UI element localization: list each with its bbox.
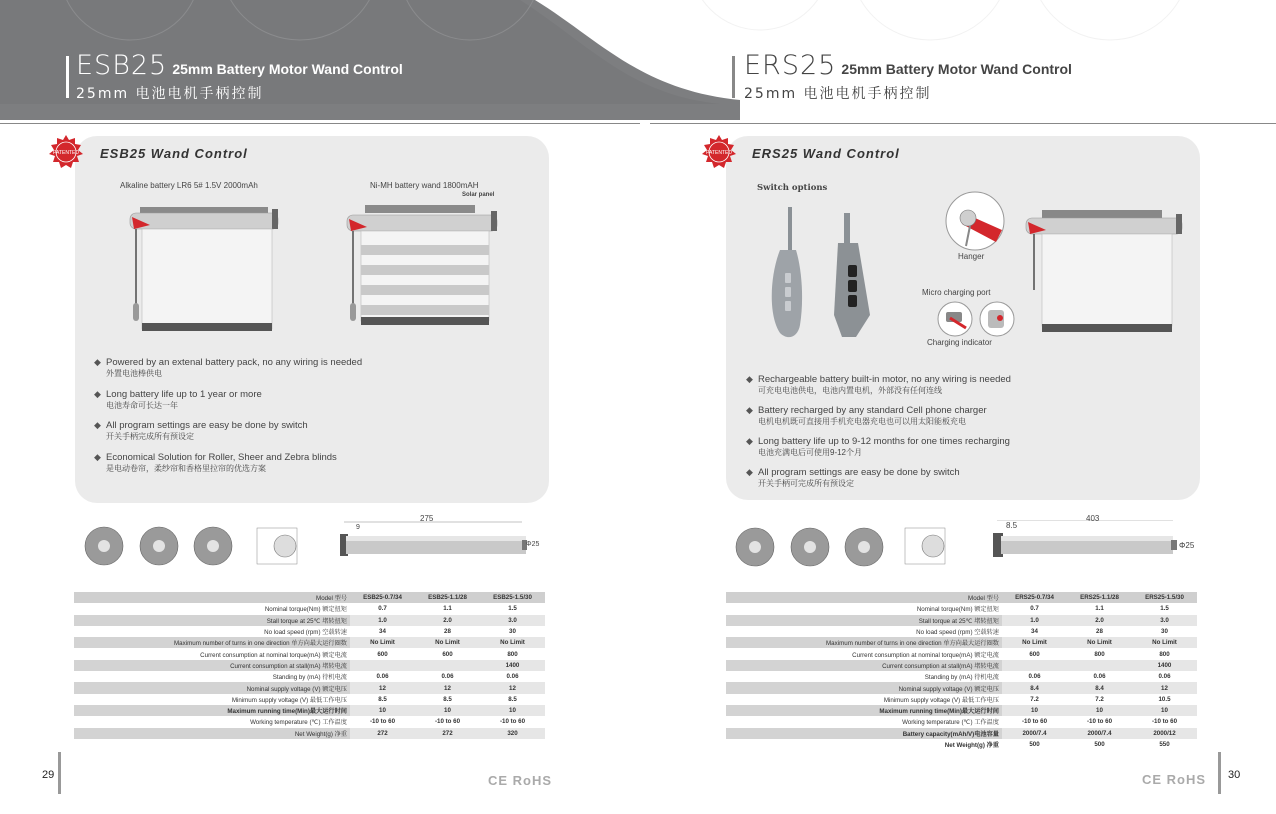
left-header bbox=[76, 50, 403, 81]
feature-bullet: ◆ All program settings are easy be done by switch 开关手柄完成所有预设定 bbox=[94, 420, 308, 441]
wand-caption: Ni-MH battery wand 1800mAH bbox=[370, 181, 479, 190]
model-code: ERS25 bbox=[744, 50, 837, 81]
charging-port-illustration bbox=[936, 300, 1016, 338]
page-number-bar bbox=[1218, 752, 1221, 794]
model-title-cn: 25mm 电池电机手柄控制 bbox=[76, 86, 264, 102]
title-accent-bar bbox=[66, 56, 69, 98]
adapter-diagrams bbox=[735, 520, 1195, 580]
motor-length-label: 275 bbox=[420, 514, 434, 523]
feature-bullet: ◆ All program settings are easy be done by switch 开关手柄可完成所有预设定 bbox=[746, 467, 960, 488]
badge-text: PATENTED bbox=[53, 150, 79, 156]
hanger-label: Hanger bbox=[958, 252, 985, 261]
motor-offset-label: 9 bbox=[356, 524, 360, 531]
model-title: 25mm Battery Motor Wand Control bbox=[172, 61, 403, 77]
model-title-cn: 25mm 电池电机手柄控制 bbox=[744, 86, 932, 102]
spec-table: Model 型号 ERS25-0.7/34 ERS25-1.1/28 ERS25-1.5/30 Nominal torque(Nm) 额定扭矩 0.7 1.1 1.5 Stall torque at 25℃ 堵转扭矩 1.0 2.0 3.0 No load speed (rpm) 空载转速 34 28 30 Maximum number of turns in one direction 单方向最大运行圈数 No Limit No Limit No Limit Current consumption at nominal torque(mA) 额定电流 600 800 800 Current consumption at stall(mA) 堵转电流 1400 Standing by (mA) 待机电流 0.06 0.06 0.06 Nominal supply voltage (V) 额定电压 8.4 8.4 12 Minimum supply voltage (V) 最低工作电压 7.2 7.2 10.5 Maximum running time(Min)最大运行时间 10 10 10 Working temperature (℃) 工作温度 -10 to 60 -10 to 60 -10 to 60 Battery capacity(mAh/V)电池容量 2000/7.4 2000/7.4 2000/12 Net Weight(g) 净重 500 500 550 bbox=[726, 592, 1197, 750]
right-header bbox=[744, 50, 1072, 81]
page-number: 29 bbox=[42, 769, 55, 781]
title-accent-bar bbox=[732, 56, 735, 98]
battery-caption: Alkaline battery LR6 5# 1.5V 2000mAh bbox=[120, 181, 258, 190]
feature-bullet: ◆ Long battery life up to 9-12 months for one times recharging 电池充满电后可使用9-12个月 bbox=[746, 436, 1010, 457]
patented-badge-icon bbox=[49, 135, 83, 169]
solar-caption: Solar panel bbox=[462, 192, 495, 198]
roller-blind-illustration bbox=[1020, 200, 1190, 340]
feature-bullet: ◆ Economical Solution for Roller, Sheer and Zebra blinds 是电动卷帘，柔纱帘和香格里拉帘的优选方案 bbox=[94, 452, 337, 473]
panel-title: ESB25 Wand Control bbox=[100, 146, 248, 161]
feature-bullet: ◆ Rechargeable battery built-in motor, no any wiring is needed 可充电电池供电，电池内置电机，外部没有任何连线 bbox=[746, 374, 1011, 395]
feature-bullet: ◆ Battery recharged by any standard Cell phone charger 电机电机既可直接用手机充电器充电也可以用太阳能板充电 bbox=[746, 405, 987, 426]
model-code: ESB25 bbox=[76, 50, 168, 81]
model-title: 25mm Battery Motor Wand Control bbox=[841, 61, 1072, 77]
page-number-bar bbox=[58, 752, 61, 794]
motor-diameter-label: Φ25 bbox=[526, 541, 540, 548]
patented-badge-icon bbox=[702, 135, 736, 169]
switch-wand-illustration bbox=[760, 205, 880, 345]
certification-marks: CE RoHS bbox=[488, 773, 553, 788]
charging-indicator-label: Charging indicator bbox=[927, 338, 992, 347]
roller-blind-illustration bbox=[120, 195, 290, 345]
badge-text: PATENTED bbox=[706, 150, 732, 156]
switch-options-label: Switch options bbox=[757, 183, 828, 193]
certification-marks: CE RoHS bbox=[1142, 772, 1207, 787]
motor-length-label: 403 bbox=[1086, 514, 1100, 523]
spec-table: Model 型号 ESB25-0.7/34 ESB25-1.1/28 ESB25-1.5/30 Nominal torque(Nm) 额定扭矩 0.7 1.1 1.5 Stall torque at 25℃ 堵转扭矩 1.0 2.0 3.0 No load speed (rpm) 空载转速 34 28 30 Maximum number of turns in one direction 单方向最大运行圈数 No Limit No Limit No Limit Current consumption at nominal torque(mA) 额定电流 600 600 800 Current consumption at stall(mA) 堵转电流 1400 Standing by (mA) 待机电流 0.06 0.06 0.06 Nominal supply voltage (V) 额定电压 12 12 12 Minimum supply voltage (V) 最低工作电压 8.5 8.5 8.5 Maximum running time(Min)最大运行时间 10 10 10 Working temperature (℃) 工作温度 -10 to 60 -10 to 60 -10 to 60 Net Weight(g) 净重 272 272 320 bbox=[74, 592, 545, 739]
feature-bullet: ◆ Long battery life up to 1 year or more 电池寿命可长达一年 bbox=[94, 389, 262, 410]
page-number: 30 bbox=[1228, 769, 1241, 781]
divider-line bbox=[0, 123, 640, 124]
adapter-diagrams bbox=[82, 520, 542, 580]
motor-diameter-label: Φ25 bbox=[1179, 541, 1195, 550]
hanger-illustration bbox=[944, 190, 1006, 252]
motor-offset-label: 8.5 bbox=[1006, 521, 1018, 530]
zebra-blind-illustration bbox=[335, 195, 510, 345]
micro-port-label: Micro charging port bbox=[922, 288, 991, 297]
panel-title: ERS25 Wand Control bbox=[752, 146, 900, 161]
divider-line bbox=[650, 123, 1276, 124]
feature-bullet: ◆ Powered by an extenal battery pack, no any wiring is needed 外置电池棒供电 bbox=[94, 357, 363, 378]
